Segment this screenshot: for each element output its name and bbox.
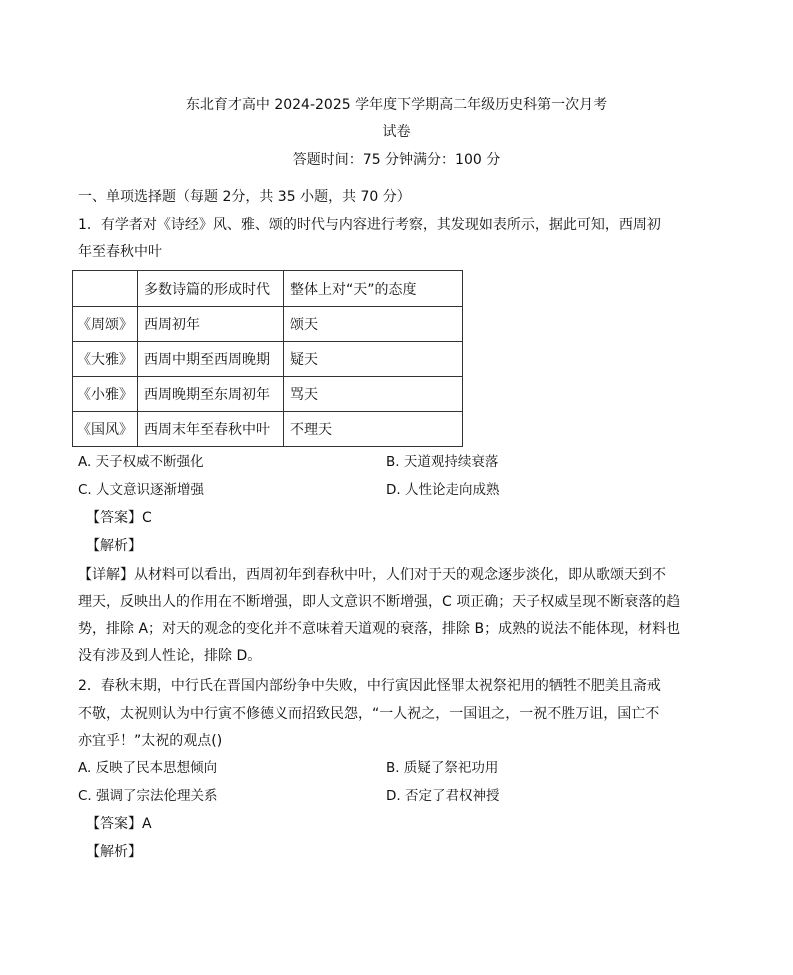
q1-answer: 【答案】C <box>86 510 152 526</box>
table-cell: 《小雅》 <box>73 377 138 412</box>
q2-answer: 【答案】A <box>86 816 152 832</box>
q1-stem-line1: 1．有学者对《诗经》风、雅、颂的时代与内容进行考察，其发现如表所示，据此可知，西周初 <box>78 217 661 233</box>
table-header-row <box>73 271 463 307</box>
q1-detail-line3: 势，排除 A；对天的观念的变化并不意味着天道观的衰落，排除 B；成熟的说法不能体现，材料也 <box>78 621 681 637</box>
table-cell: 西周晚期至东周初年 <box>138 377 284 412</box>
table-header-cell <box>73 271 138 307</box>
q2-option-a: A. 反映了民本思想倾向 <box>78 760 218 776</box>
table-cell: 颂天 <box>284 307 463 342</box>
table-cell: 疑天 <box>284 342 463 377</box>
table-cell: 《周颂》 <box>73 307 138 342</box>
table-header-cell: 多数诗篇的形成时代 <box>138 271 284 307</box>
table-row <box>73 307 463 342</box>
q2-analysis-label: 【解析】 <box>86 844 142 860</box>
q1-table <box>72 270 463 447</box>
q1-detail-line1: 【详解】从材料可以看出，西周初年到春秋中叶，人们对于天的观念逐步淡化，即从歌颂天到不 <box>78 567 666 583</box>
q1-option-b: B. 天道观持续衰落 <box>386 454 499 470</box>
table-cell: 西周初年 <box>138 307 284 342</box>
q1-stem-line2: 年至春秋中叶 <box>78 244 162 260</box>
q1-detail-line4: 没有涉及到人性论，排除 D。 <box>78 648 262 664</box>
q1-analysis-label: 【解析】 <box>86 538 142 554</box>
q2-stem-line1: 2．春秋末期，中行氏在晋国内部纷争中失败，中行寅因此怪罪太祝祭祀用的牺牲不肥美且斋戒 <box>78 678 661 694</box>
table-row <box>73 412 463 447</box>
table-cell: 不理天 <box>284 412 463 447</box>
table-cell: 西周末年至春秋中叶 <box>138 412 284 447</box>
table-cell: 骂天 <box>284 377 463 412</box>
table-cell: 西周中期至西周晚期 <box>138 342 284 377</box>
q2-option-c: C. 强调了宗法伦理关系 <box>78 788 218 804</box>
exam-time-info: 答题时间：75 分钟满分：100 分 <box>292 152 501 168</box>
q1-option-a: A. 天子权威不断强化 <box>78 454 204 470</box>
table-row <box>73 342 463 377</box>
section-heading: 一、单项选择题（每题 2分，共 35 小题，共 70 分） <box>78 189 411 205</box>
table-row <box>73 377 463 412</box>
q2-stem-line2: 不敬，太祝则认为中行寅不修德义而招致民怨，“一人祝之，一国诅之，一祝不胜万诅，国亡不 <box>78 706 660 722</box>
table-cell: 《国风》 <box>73 412 138 447</box>
exam-subtitle: 试卷 <box>382 124 411 140</box>
q2-option-b: B. 质疑了祭祀功用 <box>386 760 499 776</box>
exam-title: 东北育才高中 2024-2025 学年度下学期高二年级历史科第一次月考 <box>185 97 608 113</box>
q1-detail-line2: 理天，反映出人的作用在不断增强，即人文意识不断增强，C 项正确；天子权威呈现不断衰落的趋 <box>78 594 681 610</box>
q2-stem-line3: 亦宜乎！”太祝的观点() <box>78 733 223 749</box>
q1-option-d: D. 人性论走向成熟 <box>386 482 500 498</box>
q2-option-d: D. 否定了君权神授 <box>386 788 500 804</box>
table-cell: 《大雅》 <box>73 342 138 377</box>
table-header-cell: 整体上对“天”的态度 <box>284 271 463 307</box>
q1-option-c: C. 人文意识逐渐增强 <box>78 482 205 498</box>
